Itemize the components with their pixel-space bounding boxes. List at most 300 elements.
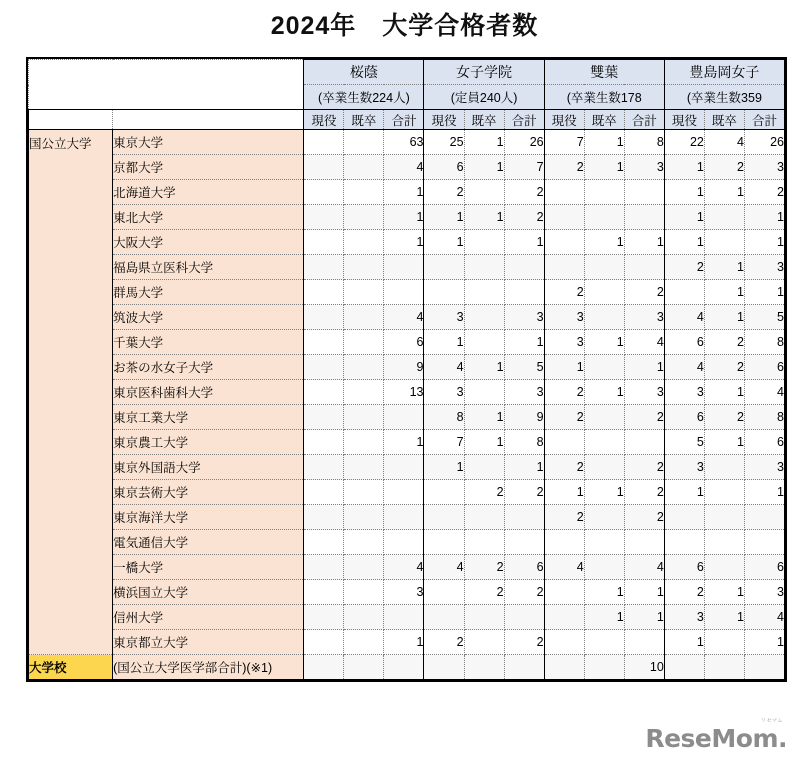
school-header-toshimagaoka: 豊島岡女子: [664, 60, 784, 85]
value-cell: 2: [744, 180, 784, 205]
value-cell: [344, 580, 384, 605]
value-cell: 1: [664, 155, 704, 180]
value-cell: 1: [584, 130, 624, 155]
value-cell: [544, 530, 584, 555]
value-cell: [384, 455, 424, 480]
value-cell: [344, 480, 384, 505]
value-cell: [704, 555, 744, 580]
university-name: 東京芸術大学: [113, 480, 304, 505]
table-row: [29, 430, 785, 455]
value-cell: [744, 655, 784, 680]
value-cell: [304, 580, 344, 605]
value-cell: 1: [664, 480, 704, 505]
value-cell: [464, 630, 504, 655]
header-category-blank-1: [29, 110, 113, 130]
value-cell: 9: [384, 355, 424, 380]
value-cell: 5: [504, 355, 544, 380]
value-cell: 1: [464, 430, 504, 455]
value-cell: 5: [664, 430, 704, 455]
value-cell: [304, 205, 344, 230]
value-cell: [384, 605, 424, 630]
value-cell: 7: [424, 430, 464, 455]
value-cell: [744, 530, 784, 555]
value-cell: 2: [664, 255, 704, 280]
value-cell: [584, 305, 624, 330]
value-cell: [344, 530, 384, 555]
value-cell: [304, 555, 344, 580]
value-cell: 9: [504, 405, 544, 430]
value-cell: 3: [544, 330, 584, 355]
university-name: 東京農工大学: [113, 430, 304, 455]
table-row: [29, 530, 785, 555]
university-name: 筑波大学: [113, 305, 304, 330]
university-name: 千葉大学: [113, 330, 304, 355]
value-cell: [544, 180, 584, 205]
value-cell: [464, 530, 504, 555]
value-cell: 4: [544, 555, 584, 580]
value-cell: [424, 530, 464, 555]
col-header-toshimagaoka-genneki: 現役: [664, 110, 704, 130]
col-header-toshimagaoka-goukei: 合計: [744, 110, 784, 130]
value-cell: 6: [384, 330, 424, 355]
value-cell: [384, 655, 424, 680]
value-cell: 2: [544, 505, 584, 530]
table-row: [29, 180, 785, 205]
value-cell: [304, 130, 344, 155]
value-cell: [584, 430, 624, 455]
value-cell: 2: [504, 205, 544, 230]
value-cell: [464, 280, 504, 305]
value-cell: 6: [744, 355, 784, 380]
value-cell: [304, 355, 344, 380]
col-header-joshigakuin-goukei: 合計: [504, 110, 544, 130]
value-cell: [424, 255, 464, 280]
table-row: [29, 455, 785, 480]
value-cell: [344, 455, 384, 480]
value-cell: [584, 280, 624, 305]
university-name: お茶の水女子大学: [113, 355, 304, 380]
value-cell: 6: [664, 330, 704, 355]
value-cell: [544, 630, 584, 655]
value-cell: 2: [504, 630, 544, 655]
school-header-joshigakuin: 女子学院: [424, 60, 544, 85]
value-cell: 6: [744, 555, 784, 580]
value-cell: [504, 605, 544, 630]
university-name: 東京工業大学: [113, 405, 304, 430]
value-cell: [464, 255, 504, 280]
value-cell: 1: [584, 580, 624, 605]
value-cell: 1: [584, 330, 624, 355]
table-row: [29, 405, 785, 430]
value-cell: [664, 655, 704, 680]
value-cell: 1: [744, 630, 784, 655]
table-row: [29, 155, 785, 180]
value-cell: [464, 330, 504, 355]
value-cell: 2: [544, 405, 584, 430]
value-cell: [704, 205, 744, 230]
value-cell: [424, 580, 464, 605]
value-cell: [464, 380, 504, 405]
value-cell: 1: [624, 605, 664, 630]
value-cell: 8: [624, 130, 664, 155]
value-cell: [384, 280, 424, 305]
resemom-logo: [645, 717, 787, 755]
value-cell: 1: [584, 230, 624, 255]
value-cell: 2: [544, 280, 584, 305]
value-cell: 4: [624, 555, 664, 580]
value-cell: 13: [384, 380, 424, 405]
value-cell: [624, 630, 664, 655]
value-cell: [624, 255, 664, 280]
value-cell: 2: [504, 480, 544, 505]
school-header-oin: 桜蔭: [304, 60, 424, 85]
table-row: [29, 655, 785, 680]
value-cell: 3: [744, 455, 784, 480]
university-name: 京都大学: [113, 155, 304, 180]
value-cell: [384, 480, 424, 505]
header-row-categories: [29, 110, 785, 130]
value-cell: [504, 255, 544, 280]
value-cell: [584, 405, 624, 430]
value-cell: [624, 530, 664, 555]
value-cell: [584, 555, 624, 580]
school-subheader-futaba: (卒業生数178: [544, 85, 664, 110]
value-cell: [304, 180, 344, 205]
value-cell: 1: [504, 330, 544, 355]
value-cell: [544, 205, 584, 230]
col-header-toshimagaoka-kisotsu: 既卒: [704, 110, 744, 130]
value-cell: [344, 655, 384, 680]
value-cell: [344, 305, 384, 330]
value-cell: [544, 655, 584, 680]
table-header: [29, 60, 785, 130]
col-header-futaba-genneki: 現役: [544, 110, 584, 130]
value-cell: [504, 280, 544, 305]
value-cell: [584, 255, 624, 280]
value-cell: 2: [664, 580, 704, 605]
header-category-blank-2: [113, 110, 304, 130]
value-cell: 2: [624, 505, 664, 530]
value-cell: [304, 305, 344, 330]
value-cell: 1: [504, 230, 544, 255]
value-cell: [744, 505, 784, 530]
value-cell: 3: [744, 255, 784, 280]
col-header-oin-goukei: 合計: [384, 110, 424, 130]
value-cell: 2: [624, 480, 664, 505]
university-name: 群馬大学: [113, 280, 304, 305]
university-name: 東京外国語大学: [113, 455, 304, 480]
admissions-table: [28, 59, 785, 680]
value-cell: 4: [664, 355, 704, 380]
value-cell: [344, 630, 384, 655]
table-row: [29, 605, 785, 630]
value-cell: 1: [504, 455, 544, 480]
value-cell: [304, 455, 344, 480]
value-cell: [344, 355, 384, 380]
value-cell: [424, 655, 464, 680]
value-cell: [584, 655, 624, 680]
page-title: 2024年 大学合格者数: [270, 12, 539, 40]
value-cell: 4: [624, 330, 664, 355]
value-cell: 1: [384, 180, 424, 205]
university-name: 東京海洋大学: [113, 505, 304, 530]
value-cell: 1: [704, 430, 744, 455]
value-cell: 1: [704, 580, 744, 605]
value-cell: 1: [464, 205, 504, 230]
value-cell: 3: [424, 305, 464, 330]
table-row: [29, 555, 785, 580]
value-cell: 1: [464, 155, 504, 180]
value-cell: [704, 505, 744, 530]
value-cell: [344, 180, 384, 205]
value-cell: 6: [504, 555, 544, 580]
value-cell: 1: [704, 380, 744, 405]
value-cell: [544, 255, 584, 280]
value-cell: 3: [744, 580, 784, 605]
value-cell: [504, 530, 544, 555]
value-cell: [304, 655, 344, 680]
value-cell: 2: [704, 355, 744, 380]
value-cell: 1: [664, 630, 704, 655]
value-cell: 3: [664, 455, 704, 480]
table-row: [29, 205, 785, 230]
value-cell: [304, 380, 344, 405]
table-row: [29, 330, 785, 355]
value-cell: 3: [664, 605, 704, 630]
school-subheader-oin: (卒業生数224人): [304, 85, 424, 110]
value-cell: [304, 405, 344, 430]
value-cell: [344, 205, 384, 230]
university-name: 東京大学: [113, 130, 304, 155]
value-cell: [464, 505, 504, 530]
value-cell: [304, 155, 344, 180]
university-name: 福島県立医科大学: [113, 255, 304, 280]
value-cell: [304, 530, 344, 555]
value-cell: 26: [744, 130, 784, 155]
table-row: [29, 480, 785, 505]
value-cell: [304, 330, 344, 355]
header-row-school-name: [29, 60, 785, 85]
value-cell: [344, 505, 384, 530]
col-header-futaba-goukei: 合計: [624, 110, 664, 130]
value-cell: [704, 230, 744, 255]
value-cell: 1: [624, 230, 664, 255]
value-cell: 4: [744, 380, 784, 405]
university-name: 電気通信大学: [113, 530, 304, 555]
value-cell: 1: [464, 130, 504, 155]
value-cell: 1: [624, 580, 664, 605]
value-cell: 4: [424, 555, 464, 580]
value-cell: [704, 530, 744, 555]
table-body: [29, 130, 785, 680]
value-cell: 63: [384, 130, 424, 155]
admissions-table-container: [26, 57, 787, 682]
value-cell: 2: [624, 405, 664, 430]
header-corner-cell: [29, 60, 304, 110]
value-cell: 1: [544, 355, 584, 380]
value-cell: 2: [544, 455, 584, 480]
value-cell: 4: [384, 155, 424, 180]
value-cell: 4: [384, 305, 424, 330]
col-header-oin-genneki: 現役: [304, 110, 344, 130]
table-row: [29, 630, 785, 655]
value-cell: 4: [384, 555, 424, 580]
value-cell: 1: [464, 405, 504, 430]
value-cell: 2: [704, 405, 744, 430]
school-header-futaba: 雙葉: [544, 60, 664, 85]
value-cell: 1: [384, 630, 424, 655]
table-row: [29, 255, 785, 280]
value-cell: [304, 430, 344, 455]
value-cell: [664, 505, 704, 530]
value-cell: [464, 455, 504, 480]
value-cell: 1: [744, 280, 784, 305]
value-cell: [424, 505, 464, 530]
value-cell: [624, 180, 664, 205]
logo-ruby: リセマム: [761, 717, 783, 724]
value-cell: 1: [664, 180, 704, 205]
value-cell: [664, 530, 704, 555]
university-name: (国公立大学医学部合計)(※1): [113, 655, 304, 680]
table-row: [29, 505, 785, 530]
value-cell: 2: [544, 380, 584, 405]
value-cell: 1: [384, 205, 424, 230]
table-row: [29, 380, 785, 405]
value-cell: [584, 505, 624, 530]
university-name: 信州大学: [113, 605, 304, 630]
value-cell: [544, 430, 584, 455]
table-row: [29, 280, 785, 305]
value-cell: 7: [504, 155, 544, 180]
value-cell: 2: [544, 155, 584, 180]
value-cell: [344, 130, 384, 155]
value-cell: 1: [664, 205, 704, 230]
value-cell: [344, 255, 384, 280]
value-cell: 2: [704, 155, 744, 180]
value-cell: 8: [744, 405, 784, 430]
value-cell: [384, 255, 424, 280]
value-cell: 4: [424, 355, 464, 380]
value-cell: [304, 255, 344, 280]
col-header-joshigakuin-genneki: 現役: [424, 110, 464, 130]
value-cell: [584, 180, 624, 205]
value-cell: [424, 480, 464, 505]
value-cell: 2: [624, 455, 664, 480]
value-cell: [344, 280, 384, 305]
value-cell: [704, 630, 744, 655]
value-cell: [704, 480, 744, 505]
value-cell: 1: [464, 355, 504, 380]
table-row: [29, 230, 785, 255]
value-cell: [464, 230, 504, 255]
university-name: 一橋大学: [113, 555, 304, 580]
value-cell: 1: [424, 330, 464, 355]
school-subheader-joshigakuin: (定員240人): [424, 85, 544, 110]
value-cell: 1: [544, 480, 584, 505]
value-cell: [464, 655, 504, 680]
university-name: 大阪大学: [113, 230, 304, 255]
value-cell: [304, 480, 344, 505]
value-cell: [584, 530, 624, 555]
value-cell: 1: [704, 280, 744, 305]
logo-text-main: ReseMom: [645, 723, 778, 753]
value-cell: 1: [584, 155, 624, 180]
value-cell: 6: [664, 555, 704, 580]
col-header-joshigakuin-kisotsu: 既卒: [464, 110, 504, 130]
value-cell: [584, 455, 624, 480]
value-cell: [504, 655, 544, 680]
value-cell: 2: [464, 580, 504, 605]
university-name: 横浜国立大学: [113, 580, 304, 605]
value-cell: 1: [744, 205, 784, 230]
value-cell: [344, 555, 384, 580]
value-cell: [304, 280, 344, 305]
value-cell: [344, 230, 384, 255]
value-cell: 3: [624, 155, 664, 180]
value-cell: 1: [424, 455, 464, 480]
table-row: [29, 355, 785, 380]
value-cell: [344, 405, 384, 430]
value-cell: [384, 505, 424, 530]
value-cell: 6: [744, 430, 784, 455]
value-cell: 3: [624, 380, 664, 405]
col-header-futaba-kisotsu: 既卒: [584, 110, 624, 130]
category-label-kokkoritsu-daigaku: 国公立大学: [29, 130, 113, 655]
value-cell: 1: [584, 480, 624, 505]
value-cell: [344, 605, 384, 630]
value-cell: [584, 630, 624, 655]
value-cell: 1: [424, 205, 464, 230]
category-label-daigakko: 大学校: [29, 655, 113, 680]
value-cell: [304, 630, 344, 655]
value-cell: [464, 180, 504, 205]
value-cell: 3: [384, 580, 424, 605]
value-cell: 3: [744, 155, 784, 180]
col-header-oin-kisotsu: 既卒: [344, 110, 384, 130]
value-cell: 25: [424, 130, 464, 155]
value-cell: 8: [744, 330, 784, 355]
value-cell: 3: [504, 305, 544, 330]
value-cell: 22: [664, 130, 704, 155]
university-name: 北海道大学: [113, 180, 304, 205]
value-cell: 2: [424, 630, 464, 655]
value-cell: 1: [384, 430, 424, 455]
value-cell: [304, 230, 344, 255]
university-name: 東北大学: [113, 205, 304, 230]
logo-wordmark: [645, 717, 787, 753]
value-cell: 6: [424, 155, 464, 180]
value-cell: 1: [704, 605, 744, 630]
value-cell: 4: [744, 605, 784, 630]
value-cell: 26: [504, 130, 544, 155]
logo-dot: .: [778, 723, 787, 753]
value-cell: 8: [504, 430, 544, 455]
value-cell: 1: [384, 230, 424, 255]
value-cell: 1: [584, 380, 624, 405]
value-cell: 4: [664, 305, 704, 330]
value-cell: 2: [504, 580, 544, 605]
school-subheader-toshimagaoka: (卒業生数359: [664, 85, 784, 110]
value-cell: 8: [424, 405, 464, 430]
university-name: 東京医科歯科大学: [113, 380, 304, 405]
table-row: [29, 130, 785, 155]
value-cell: 10: [624, 655, 664, 680]
value-cell: [464, 305, 504, 330]
university-name: 東京都立大学: [113, 630, 304, 655]
value-cell: [584, 355, 624, 380]
value-cell: 1: [744, 230, 784, 255]
value-cell: 1: [704, 305, 744, 330]
